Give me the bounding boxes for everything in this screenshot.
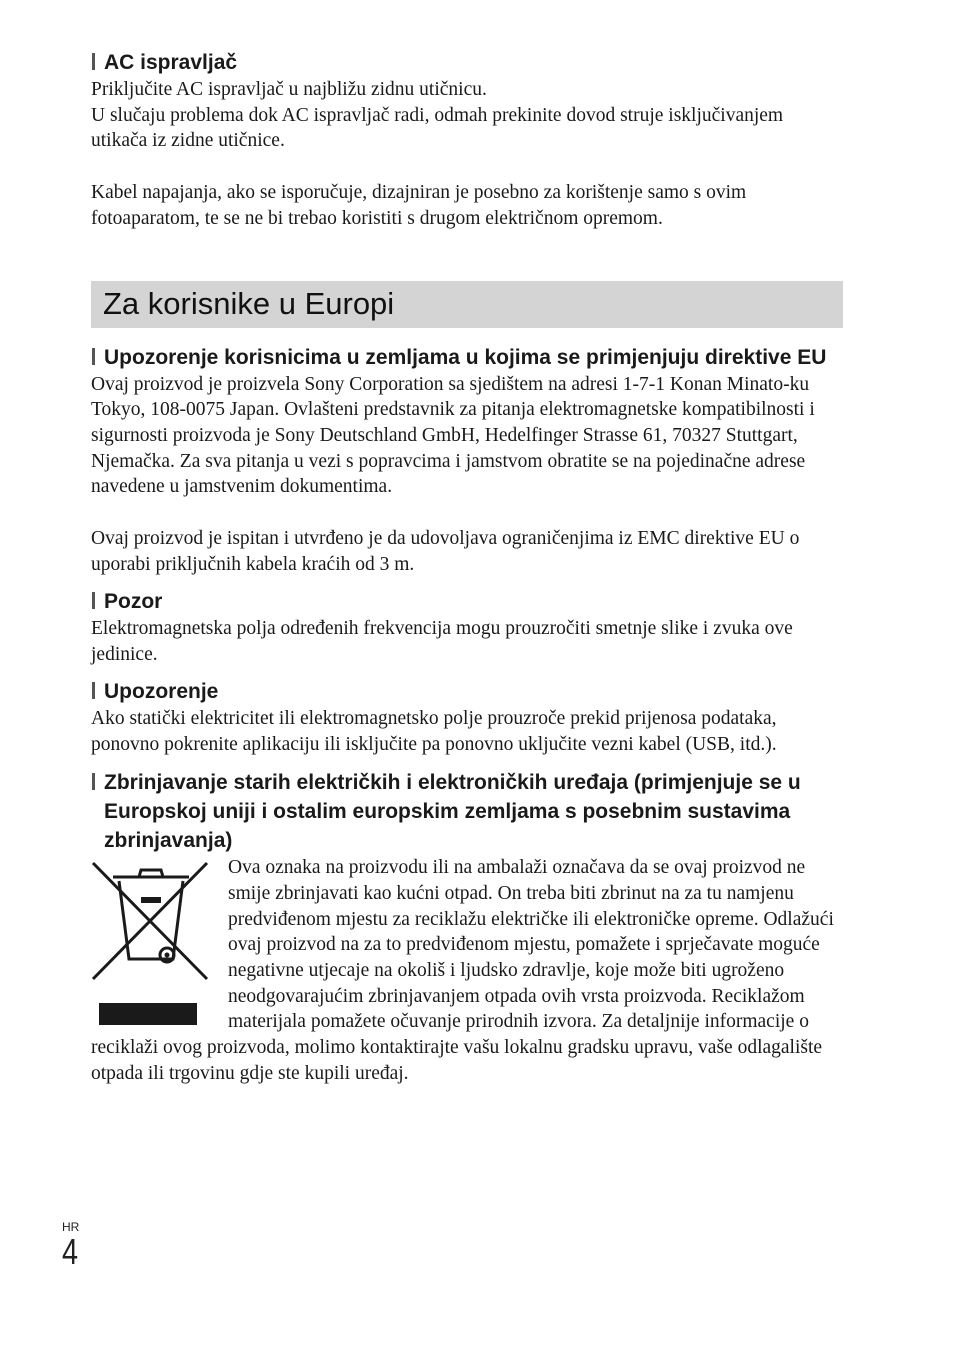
ac-para-2: U slučaju problema dok AC ispravljač radi, odmah prekinite dovod struje isključivanjem utikača iz zidne utičnice. (91, 104, 784, 152)
page-number-marker (62, 1220, 82, 1270)
ac-para-1: Priključite AC ispravljač u najbližu zidnu utičnicu. (91, 79, 487, 100)
section-title: Za korisnike u Europi (103, 286, 395, 322)
page-number: 4 (62, 1231, 79, 1272)
pozor-heading (91, 587, 843, 616)
heading-marker (92, 53, 95, 70)
ac-heading-text: AC ispravljač (104, 51, 238, 74)
upozorenje-para: Ako statički elektricitet ili elektromagnetsko polje prouzroče prekid prijenosa podataka, ponovno pokrenite aplikaciju ili isključite pa ponovno uključite vezni kabel (USB, itd.). (91, 707, 777, 755)
heading-marker (92, 592, 95, 609)
weee-heading (91, 768, 843, 855)
page-content (91, 48, 843, 1087)
eu-heading-text: Upozorenje korisnicima u zemljama u kojima se primjenjuju direktive EU (104, 345, 827, 369)
heading-marker (92, 773, 95, 790)
section-band (91, 281, 843, 328)
weee-para: Ova oznaka na proizvodu ili na ambalaži označava da se ovaj proizvod ne smije zbrinjavati kao kućni otpad. On treba biti zbrinut na za tu namjenu predviđenom mjestu za reciklažu električke ili elektroničke opreme. Odlažući ovaj proizvod na za to predviđenom mjestu, pomažete i sprječavate moguće negativne utjecaje na okoliš i ljudsko zdravlje, koje može biti ugroženo neodgovarajućim zbrinjavanjem otpada ovih vrsta proizvoda. Reciklažom materijala pomažete očuvanje prirodnih izvora. Za detaljnije informacije o reciklaži ovog proizvoda, molimo kontaktirajte vašu lokalnu gradsku upravu, vaše odlagalište otpada ili trgovinu gdje ste kupili uređaj. (91, 857, 834, 1084)
ac-para-3: Kabel napajanja, ako se isporučuje, dizajniran je posebno za korištenje samo s ovim fotoaparatom, te se ne bi trebao koristiti s drugom električnom opremom. (91, 182, 747, 229)
pozor-heading-text: Pozor (104, 590, 163, 614)
eu-para-2: Ovaj proizvod je ispitan i utvrđeno je da udovoljava ograničenjima iz EMC direktive EU o uporabi priključnih kabela kraćih od 3 m. (91, 528, 800, 575)
heading-marker (92, 682, 95, 699)
upozorenje-heading (91, 677, 843, 706)
pozor-para: Elektromagnetska polja određenih frekvencija mogu prouzročiti smetnje slike i zvuka ove jedinice. (91, 618, 793, 666)
crossed-out-wheelie-bin-icon (91, 859, 211, 1029)
eu-para-1: Ovaj proizvod je proizvela Sony Corporation sa sjedištem na adresi 1-7-1 Konan Minato-ku Tokyo, 108-0075 Japan. Ovlašteni predstavnik za pitanja elektromagnetske kompatibilnosti i sigurnosti proizvoda je Sony Deutschland GmbH, Hedelfinger Strasse 61, 70327 Stuttgart, Njemačka. Za sva pitanja u vezi s popravcima i jamstvom obratite se na pojedinačne adrese navedene u jamstvenim dokumentima. (91, 373, 815, 498)
language-code: HR (62, 1220, 80, 1234)
heading-marker (92, 348, 95, 365)
eu-heading (91, 343, 843, 372)
weee-block (91, 855, 843, 1086)
ac-heading (91, 48, 843, 77)
weee-heading-text: Zbrinjavanje starih električkih i elektroničkih uređaja (primjenjuje se u Europskoj uniji i ostalim europskim zemljama s posebnim sustavima zbrinjavanja) (104, 771, 801, 853)
upozorenje-heading-text: Upozorenje (104, 679, 219, 703)
